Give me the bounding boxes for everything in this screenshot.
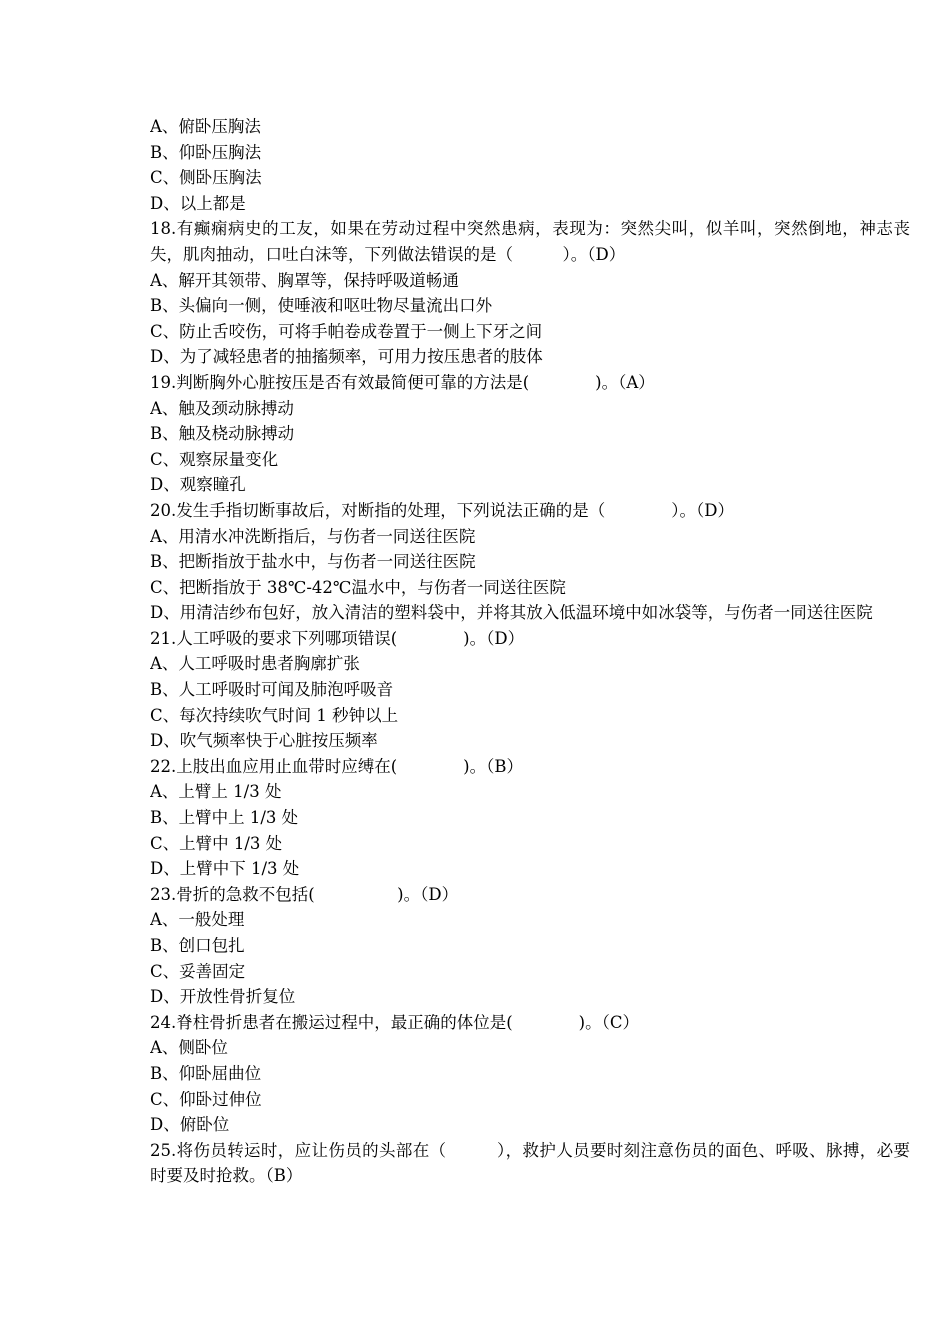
q23-option-c: C、妥善固定	[150, 961, 246, 981]
q24-option-a: A、侧卧位	[150, 1038, 228, 1058]
q24-question: 24.脊柱骨折患者在搬运过程中，最正确的体位是( )。（C）	[150, 1012, 639, 1032]
q22-option-d: D、上臂中下 1/3 处	[150, 859, 300, 879]
q22-option-b: B、上臂中上 1/3 处	[150, 808, 299, 828]
q21-question: 21.人工呼吸的要求下列哪项错误( )。（D）	[150, 628, 525, 648]
q18-option-d: D、为了减轻患者的抽搐频率，可用力按压患者的肢体	[150, 347, 543, 367]
q23-question: 23.骨折的急救不包括( )。（D）	[150, 884, 459, 904]
q23-option-d: D、开放性骨折复位	[150, 987, 296, 1007]
q20-question: 20.发生手指切断事故后，对断指的处理，下列说法正确的是（ ）。（D）	[150, 500, 734, 520]
q19-option-b: B、触及桡动脉搏动	[150, 424, 295, 444]
q25-question: 25.将伤员转运时，应让伤员的头部在（ ），救护人员要时刻注意伤员的面色、呼吸、脉搏，必要时要及时抢救。（B）	[150, 1140, 910, 1186]
q22-option-a: A、上臂上 1/3 处	[150, 782, 282, 802]
q20-option-d: D、用清洁纱布包好，放入清洁的塑料袋中，并将其放入低温环境中如冰袋等，与伤者一同送往医院	[150, 603, 873, 623]
q19-option-c: C、观察尿量变化	[150, 449, 279, 469]
q21-option-b: B、人工呼吸时可闻及肺泡呼吸音	[150, 680, 394, 700]
document-page	[150, 114, 910, 1189]
q23-option-b: B、创口包扎	[150, 936, 245, 955]
q18-option-a: A、解开其领带、胸罩等，保持呼吸道畅通	[150, 270, 459, 290]
q17-option-d: D、以上都是	[150, 193, 246, 213]
q18-option-b: B、头偏向一侧，使唾液和呕吐物尽量流出口外	[150, 296, 493, 316]
q19-question: 19.判断胸外心脏按压是否有效最简便可靠的方法是( )。（A）	[150, 372, 655, 392]
q21-option-d: D、吹气频率快于心脏按压频率	[150, 731, 378, 751]
q17-option-c: C、侧卧压胸法	[150, 168, 262, 188]
q24-option-c: C、仰卧过伸位	[150, 1089, 262, 1109]
q24-option-b: B、仰卧屈曲位	[150, 1063, 262, 1083]
q18-option-c: C、防止舌咬伤，可将手帕卷成卷置于一侧上下牙之间	[150, 321, 543, 341]
q21-option-a: A、人工呼吸时患者胸廓扩张	[150, 654, 360, 674]
q20-option-b: B、把断指放于盐水中，与伤者一同送往医院	[150, 552, 476, 572]
q19-option-d: D、观察瞳孔	[150, 475, 246, 495]
q17-option-b: B、仰卧压胸法	[150, 142, 262, 162]
q22-option-c: C、上臂中 1/3 处	[150, 833, 283, 853]
q24-option-d: D、俯卧位	[150, 1115, 230, 1135]
q19-option-a: A、触及颈动脉搏动	[150, 398, 294, 418]
q17-option-a: A、俯卧压胸法	[150, 117, 261, 136]
q22-question: 22.上肢出血应用止血带时应缚在( )。（B）	[150, 756, 523, 776]
q21-option-c: C、每次持续吹气时间 1 秒钟以上	[150, 705, 399, 725]
q23-option-a: A、一般处理	[150, 910, 245, 930]
q18-question: 18.有癫痫病史的工友，如果在劳动过程中突然患病，表现为：突然尖叫，似羊叫，突然倒地，神志丧失，肌肉抽动，口吐白沫等，下列做法错误的是（ ）。（D）	[150, 219, 910, 264]
q20-option-a: A、用清水冲洗断指后，与伤者一同送往医院	[150, 526, 476, 546]
q20-option-c: C、把断指放于 38℃-42℃温水中，与伤者一同送往医院	[150, 577, 566, 597]
